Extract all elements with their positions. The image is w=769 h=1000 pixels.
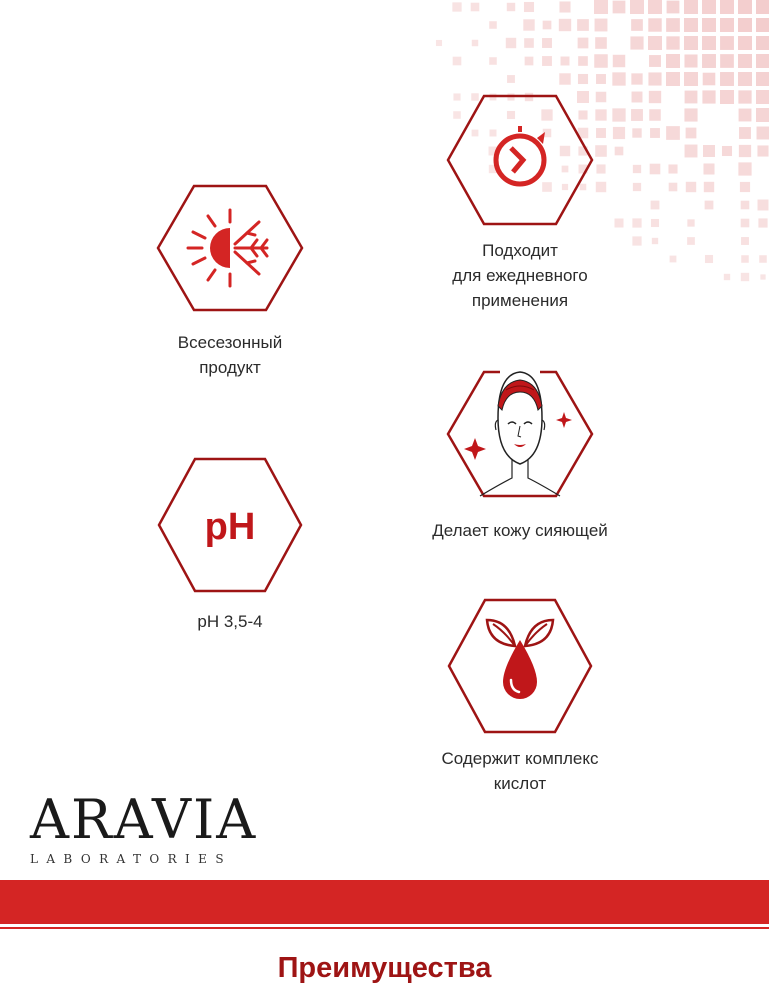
decorative-dot: [471, 3, 480, 12]
decorative-dot: [648, 36, 662, 50]
feature-all-season: [130, 182, 330, 380]
decorative-dot: [684, 54, 697, 67]
decorative-dot: [756, 72, 769, 86]
decorative-dot: [666, 126, 680, 140]
decorative-dot: [649, 91, 661, 103]
decorative-dot: [453, 57, 462, 66]
decorative-dot: [649, 55, 661, 67]
decorative-dot: [741, 219, 750, 228]
decorative-dot: [685, 145, 698, 158]
decorative-dot: [738, 54, 752, 68]
decorative-dot: [669, 183, 678, 192]
decorative-dot: [759, 255, 767, 263]
decorative-dot: [559, 19, 571, 31]
decorative-dot: [722, 146, 732, 156]
decorative-dot: [741, 273, 749, 281]
decorative-dot: [702, 0, 716, 14]
decorative-dot: [686, 128, 697, 139]
leaf-drop-icon: [445, 596, 595, 736]
decorative-dot: [758, 200, 769, 211]
decorative-dot: [613, 55, 626, 68]
decorative-dot: [702, 18, 716, 32]
decorative-dot: [595, 19, 608, 32]
decorative-dot: [687, 237, 695, 245]
decorative-dot: [578, 56, 588, 66]
decorative-dot: [740, 182, 750, 192]
decorative-dot: [648, 18, 661, 31]
decorative-dot: [650, 164, 661, 175]
decorative-dot: [524, 38, 534, 48]
decorative-dot: [702, 90, 715, 103]
decorative-dot: [741, 237, 749, 245]
decorative-dot: [612, 72, 625, 85]
decorative-dot: [756, 54, 769, 68]
decorative-dot: [686, 182, 696, 192]
decorative-dot: [559, 1, 570, 12]
decorative-dot: [452, 2, 461, 11]
feature-label: Всесезонный продукт: [177, 333, 283, 377]
decorative-dot: [738, 72, 752, 86]
decorative-dot: [542, 38, 552, 48]
decorative-dot: [524, 2, 534, 12]
footer-title: Преимущества: [277, 952, 492, 984]
decorative-dot: [613, 1, 626, 14]
decorative-dot: [630, 0, 644, 14]
decorative-dot: [666, 54, 680, 68]
decorative-dot: [543, 21, 552, 30]
decorative-dot: [704, 182, 714, 192]
decorative-dot: [741, 255, 749, 263]
decorative-dot: [720, 72, 734, 86]
feature-label: Подходит для ежедневного применения: [452, 241, 588, 310]
decorative-dot: [757, 145, 768, 156]
decorative-dot: [666, 72, 680, 86]
decorative-dot: [578, 38, 589, 49]
feature-acids: [400, 596, 640, 796]
decorative-dot: [667, 1, 680, 14]
brand-subtitle: LABORATORIES: [30, 852, 232, 866]
decorative-dot: [741, 201, 750, 210]
decorative-dot: [738, 0, 752, 14]
decorative-dot: [756, 90, 769, 104]
decorative-dot: [648, 72, 661, 85]
decorative-dot: [666, 18, 680, 32]
decorative-dot: [632, 128, 641, 137]
ph-icon: [155, 455, 305, 595]
decorative-dot: [523, 19, 534, 30]
decorative-dot: [756, 108, 769, 122]
brand-logo: [30, 790, 257, 866]
decorative-dot: [631, 109, 643, 121]
decorative-dot: [738, 36, 752, 50]
clock-icon: [445, 92, 595, 228]
decorative-dot: [577, 19, 589, 31]
decorative-dot: [739, 145, 751, 157]
decorative-dot: [525, 57, 534, 66]
decorative-dot: [632, 92, 643, 103]
decorative-dot: [756, 36, 769, 50]
decorative-dot: [720, 54, 734, 68]
decorative-dot: [561, 57, 570, 66]
decorative-dot: [632, 218, 641, 227]
feature-ph: [130, 455, 330, 634]
decorative-dot: [684, 36, 698, 50]
decorative-dot: [705, 255, 713, 263]
red-line: [0, 927, 769, 929]
decorative-dot: [684, 72, 698, 86]
decorative-dot: [685, 91, 698, 104]
decorative-dot: [738, 162, 751, 175]
decorative-dot: [703, 145, 715, 157]
decorative-dot: [739, 127, 751, 139]
decorative-dot: [650, 128, 660, 138]
face-headband-icon: [440, 360, 600, 510]
decorative-dot: [633, 183, 641, 191]
decorative-dot: [756, 0, 769, 14]
decorative-dot: [594, 54, 607, 67]
decorative-dot: [631, 73, 642, 84]
decorative-dot: [651, 201, 660, 210]
decorative-dot: [760, 274, 765, 279]
decorative-dot: [687, 219, 694, 226]
decorative-dot: [724, 274, 730, 280]
decorative-dot: [738, 90, 751, 103]
brand-name: ARAVIA: [30, 788, 258, 851]
sun-snowflake-icon: [155, 182, 305, 314]
feature-label: pH 3,5-4: [197, 612, 263, 631]
decorative-dot: [559, 73, 570, 84]
decorative-dot: [705, 201, 714, 210]
decorative-dot: [668, 164, 677, 173]
decorative-dot: [720, 18, 734, 32]
decorative-dot: [507, 3, 515, 11]
decorative-dot: [670, 256, 677, 263]
decorative-dot: [720, 90, 734, 104]
decorative-dot: [436, 40, 442, 46]
decorative-dot: [648, 0, 662, 14]
decorative-dot-pattern: [0, 0, 769, 320]
decorative-dot: [594, 0, 608, 14]
ph-icon-text: pH: [204, 506, 256, 548]
decorative-dot: [651, 219, 659, 227]
decorative-dot: [756, 18, 769, 32]
decorative-dot: [652, 238, 658, 244]
decorative-dot: [702, 54, 716, 68]
feature-daily-use: [420, 92, 620, 313]
decorative-dot: [507, 75, 515, 83]
feature-label: Делает кожу сияющей: [432, 521, 608, 540]
decorative-dot: [758, 218, 767, 227]
decorative-dot: [633, 165, 641, 173]
decorative-dot: [702, 36, 716, 50]
decorative-dot: [684, 0, 698, 14]
decorative-dot: [630, 36, 643, 49]
decorative-dot: [578, 74, 588, 84]
decorative-dot: [649, 109, 661, 121]
decorative-dot: [739, 109, 752, 122]
decorative-dot: [489, 21, 497, 29]
decorative-dot: [757, 127, 769, 140]
decorative-dot: [720, 36, 734, 50]
decorative-dot: [684, 18, 698, 32]
decorative-dot: [703, 73, 716, 86]
decorative-dot: [684, 108, 697, 121]
decorative-dot: [472, 40, 478, 46]
decorative-dot: [632, 236, 641, 245]
decorative-dot: [595, 37, 607, 49]
decorative-dot: [720, 0, 734, 14]
feature-radiant-skin: [400, 360, 640, 543]
decorative-dot: [596, 74, 606, 84]
decorative-dot: [631, 19, 643, 31]
decorative-dot: [666, 36, 679, 49]
decorative-dot: [703, 163, 714, 174]
red-band: [0, 880, 769, 924]
decorative-dot: [542, 56, 552, 66]
decorative-dot: [506, 38, 516, 48]
decorative-dot: [489, 57, 497, 65]
decorative-dot: [738, 18, 752, 32]
feature-label: Содержит комплекс кислот: [441, 749, 599, 793]
